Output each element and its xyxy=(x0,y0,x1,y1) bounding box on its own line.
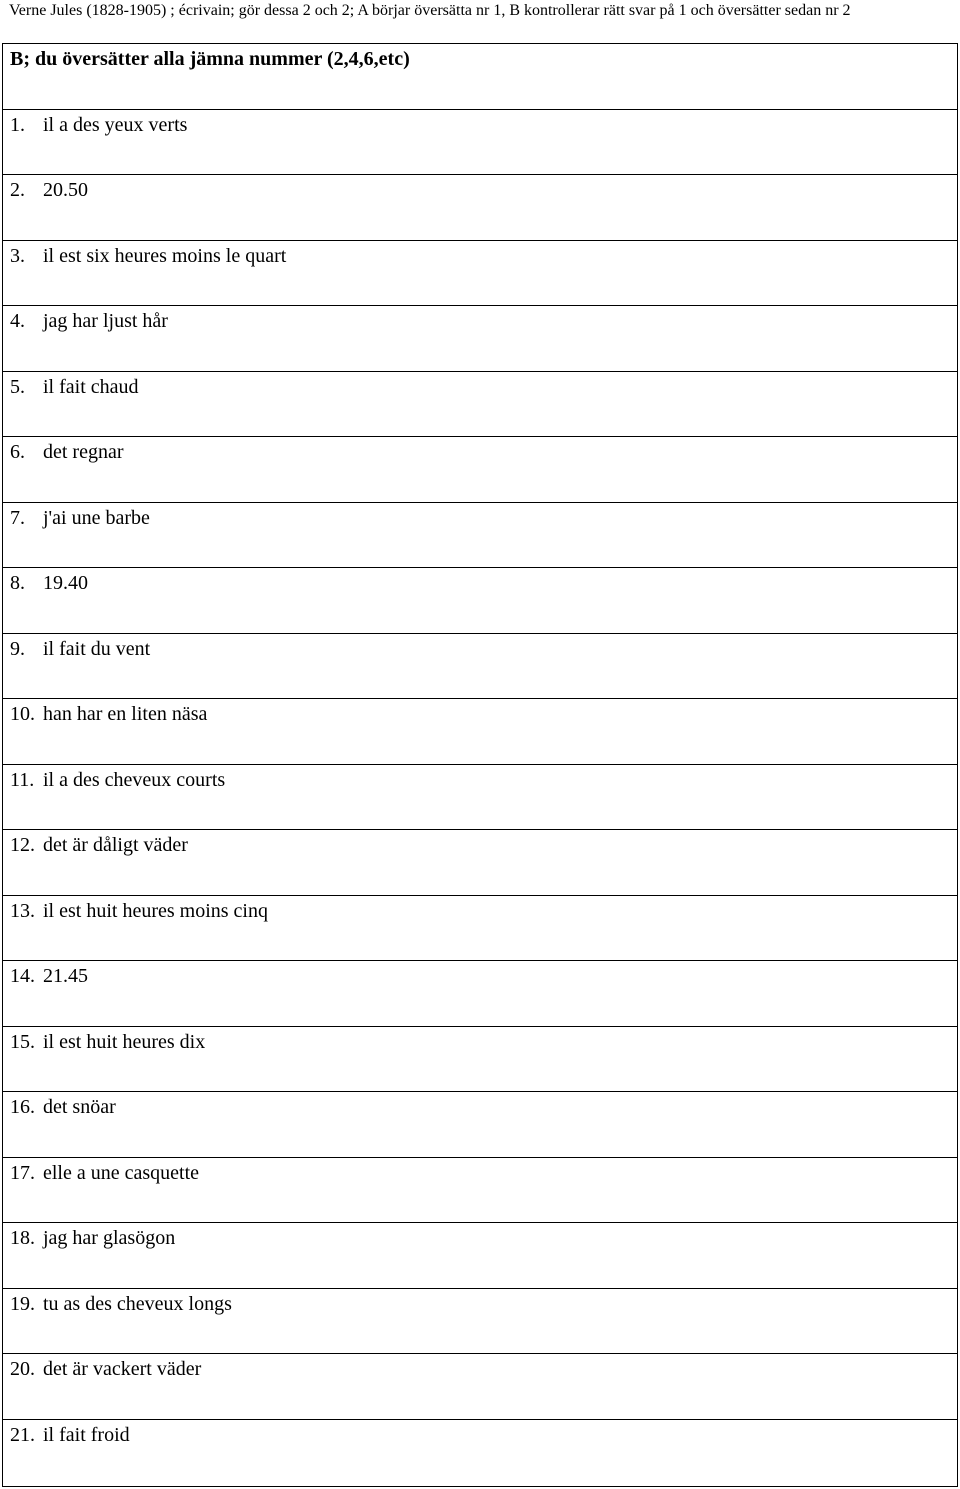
item-text: det snöar xyxy=(43,1096,116,1118)
item-number: 20. xyxy=(10,1358,35,1380)
item-text: det regnar xyxy=(43,441,124,463)
item-text: il est six heures moins le quart xyxy=(43,244,287,267)
item-number: 3. xyxy=(10,244,25,267)
exercise-table xyxy=(2,43,958,1487)
item-number: 17. xyxy=(10,1161,35,1184)
exercise-row-6 xyxy=(3,437,957,503)
item-number: 2. xyxy=(10,179,25,201)
item-text: il est huit heures moins cinq xyxy=(43,899,268,922)
item-number: 18. xyxy=(10,1227,35,1249)
item-text: j'ai une barbe xyxy=(43,506,150,529)
exercise-row-2 xyxy=(3,175,957,241)
exercise-row-9 xyxy=(3,634,957,700)
item-number: 19. xyxy=(10,1292,35,1315)
exercise-row-13 xyxy=(3,896,957,962)
exercise-row-15 xyxy=(3,1027,957,1093)
exercise-row-1 xyxy=(3,110,957,176)
exercise-row-17 xyxy=(3,1158,957,1224)
page-header: Verne Jules (1828-1905) ; écrivain; gör dessa 2 och 2; A börjar översätta nr 1, B kontrollerar rätt svar på 1 och översätter sedan nr 2 xyxy=(9,2,851,19)
item-number: 1. xyxy=(10,113,25,136)
item-number: 7. xyxy=(10,506,25,529)
item-number: 8. xyxy=(10,572,25,594)
exercise-row-21 xyxy=(3,1420,957,1486)
item-text: det är vackert väder xyxy=(43,1358,202,1380)
item-number: 15. xyxy=(10,1030,35,1053)
item-number: 12. xyxy=(10,834,35,856)
instruction-text: B; du översätter alla jämna nummer (2,4,6,etc) xyxy=(10,48,410,70)
exercise-row-20 xyxy=(3,1354,957,1420)
item-text: il a des cheveux courts xyxy=(43,768,226,791)
item-number: 10. xyxy=(10,703,35,725)
instruction-row xyxy=(3,44,957,110)
exercise-row-3 xyxy=(3,241,957,307)
item-number: 16. xyxy=(10,1096,35,1118)
exercise-row-18 xyxy=(3,1223,957,1289)
item-text: il a des yeux verts xyxy=(43,113,188,136)
item-text: 19.40 xyxy=(43,572,88,594)
item-text: jag har ljust hår xyxy=(43,310,168,332)
item-text: han har en liten näsa xyxy=(43,703,208,725)
item-number: 9. xyxy=(10,637,25,660)
exercise-row-8 xyxy=(3,568,957,634)
item-number: 4. xyxy=(10,310,25,332)
exercise-row-4 xyxy=(3,306,957,372)
item-text: il fait du vent xyxy=(43,637,151,660)
item-text: 21.45 xyxy=(43,965,88,987)
exercise-row-19 xyxy=(3,1289,957,1355)
item-text: il fait froid xyxy=(43,1423,130,1446)
exercise-row-10 xyxy=(3,699,957,765)
item-text: il fait chaud xyxy=(43,375,139,398)
item-number: 21. xyxy=(10,1423,35,1446)
item-text: il est huit heures dix xyxy=(43,1030,206,1053)
item-number: 14. xyxy=(10,965,35,987)
item-text: jag har glasögon xyxy=(43,1227,176,1249)
exercise-row-7 xyxy=(3,503,957,569)
exercise-row-5 xyxy=(3,372,957,438)
item-number: 11. xyxy=(10,768,35,791)
item-text: 20.50 xyxy=(43,179,88,201)
item-number: 5. xyxy=(10,375,25,398)
exercise-row-12 xyxy=(3,830,957,896)
item-text: tu as des cheveux longs xyxy=(43,1292,232,1315)
item-text: det är dåligt väder xyxy=(43,834,188,856)
exercise-row-14 xyxy=(3,961,957,1027)
exercise-row-16 xyxy=(3,1092,957,1158)
exercise-row-11 xyxy=(3,765,957,831)
item-number: 6. xyxy=(10,441,25,463)
item-number: 13. xyxy=(10,899,35,922)
item-text: elle a une casquette xyxy=(43,1161,200,1184)
